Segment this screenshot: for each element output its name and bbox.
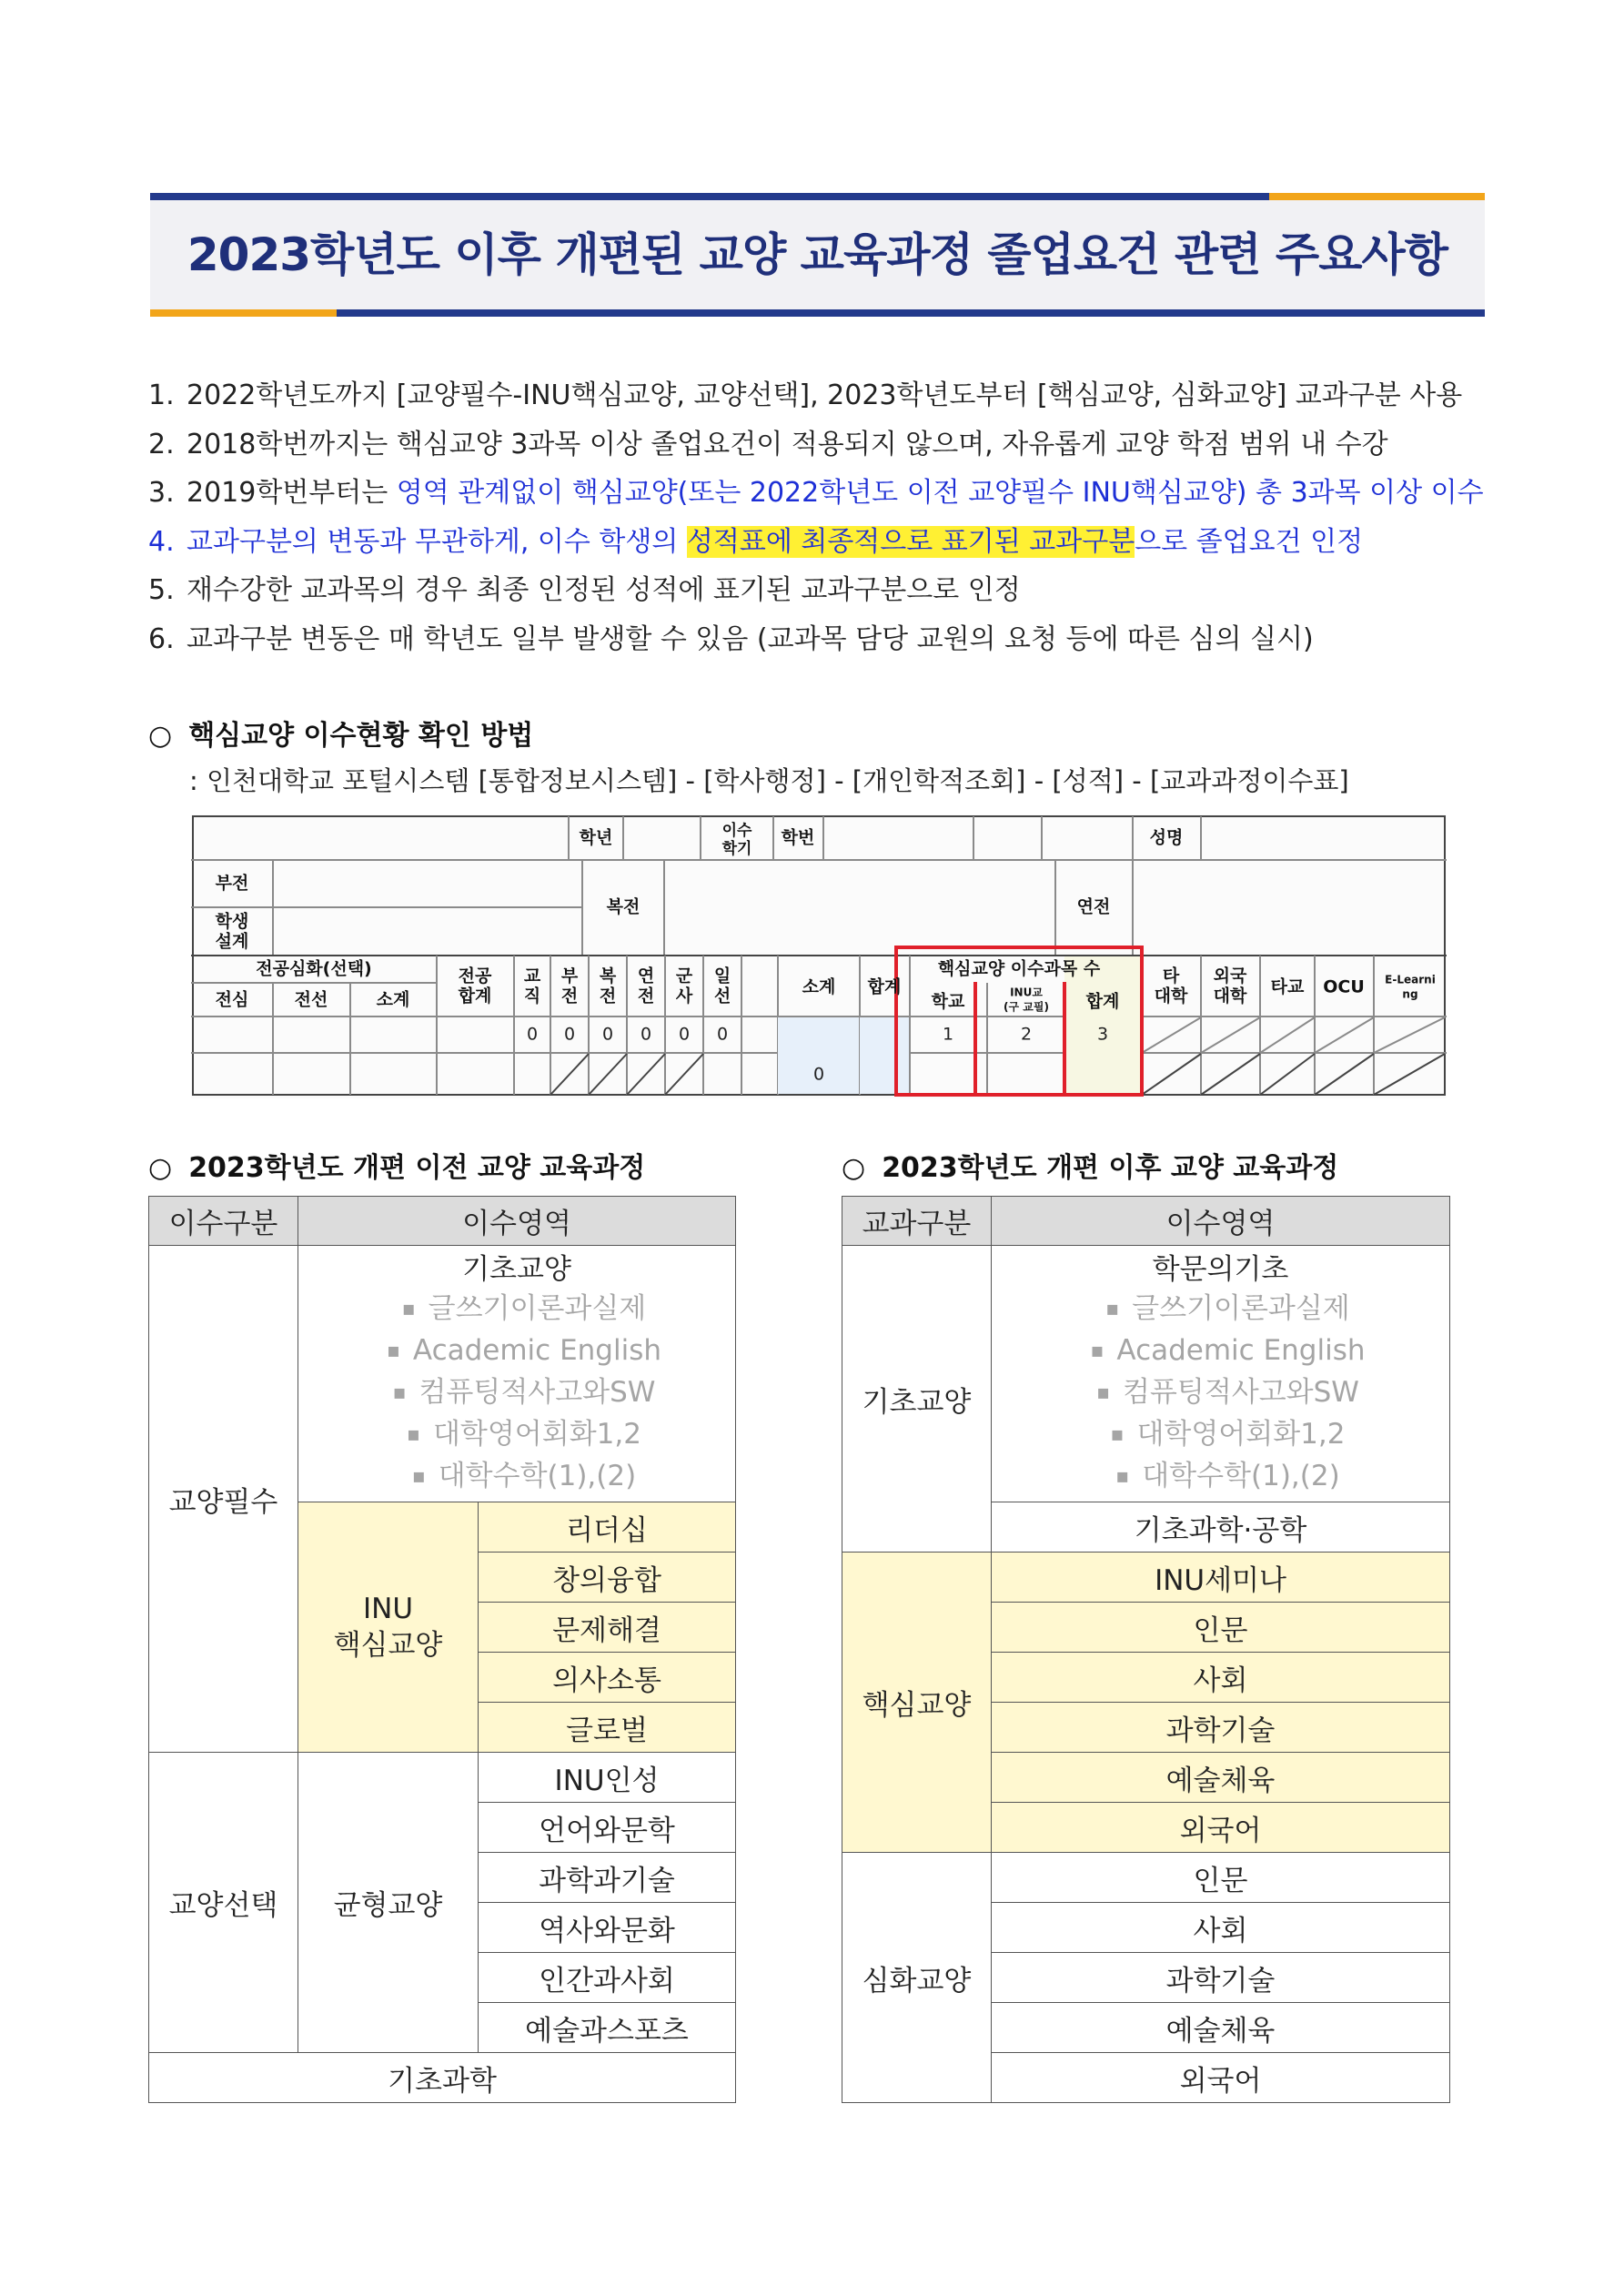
method-heading [148, 713, 533, 753]
list-item: ▪ 컴퓨팅적사고와SW [1006, 1373, 1449, 1415]
list-item: ▪ 컴퓨팅적사고와SW [313, 1373, 735, 1415]
old-curriculum-heading-text: 2023학년도 개편 이전 교양 교육과정 [188, 1152, 646, 1184]
core-area-cell: 문제해결 [479, 1603, 736, 1653]
item-number: 5. [148, 574, 175, 606]
label-core-total: 합계 [1085, 991, 1120, 1012]
core-area-cell: 리더십 [479, 1502, 736, 1553]
list-item: ▪ 글쓰기이론과실제 [1006, 1290, 1449, 1331]
balanced-area-cell: INU인성 [479, 1753, 736, 1803]
core-area-cell: 외국어 [992, 1803, 1450, 1853]
label-inu-old: INU교 [1010, 986, 1043, 999]
category-required: 교양필수 [149, 1246, 298, 1753]
core-area-cell: 사회 [992, 1653, 1450, 1703]
balanced-area-cell: 예술과스포츠 [479, 2003, 736, 2053]
basic-education-cell [992, 1246, 1450, 1502]
balanced-area-cell: 인간과사회 [479, 1953, 736, 2003]
item-text: 재수강한 교과목의 경우 최종 인정된 성적에 표기된 교과구분으로 인정 [187, 574, 1021, 606]
list-item [148, 518, 1495, 567]
core-area-cell: 창의융합 [479, 1553, 736, 1603]
label-student-no: 학번 [781, 827, 815, 848]
item-text: 교과구분의 변동과 무관하게, 이수 학생의 [187, 525, 687, 558]
title-rule-top-blue [150, 193, 1269, 200]
method-path: : 인천대학교 포털시스템 [통합정보시스템] - [학사행정] - [개인학적조회] - [성적] - [교과과정이수표] [189, 765, 1349, 796]
col-header-category: 이수구분 [149, 1197, 298, 1246]
item-number: 3. [148, 477, 175, 509]
new-curriculum-table [842, 1196, 1450, 2103]
list-item: ▪ 대학수학(1),(2) [313, 1457, 735, 1499]
title-rule-bottom-blue [337, 309, 1485, 317]
label-design: 학생 [215, 911, 249, 932]
list-item [148, 615, 1495, 664]
label-yeonjeon-2: 전 [637, 986, 655, 1006]
list-item: ▪ Academic English [1006, 1331, 1449, 1373]
core-count-inu: 2 [1020, 1024, 1033, 1045]
label-foreign-univ-2: 대학 [1213, 986, 1247, 1006]
item-number: 4. [148, 525, 175, 558]
label-design-2: 설계 [215, 931, 249, 952]
circle-bullet-icon: ○ [842, 1152, 866, 1184]
category-advanced: 심화교양 [842, 1853, 992, 2103]
list-item [148, 420, 1495, 470]
core-area-cell: 예술체육 [992, 1753, 1450, 1803]
advanced-area-cell: 예술체육 [992, 2003, 1450, 2053]
basic-course-list [992, 1290, 1449, 1499]
item-text: 2019학번부터는 [187, 477, 397, 509]
label-gunsa: 군 [675, 966, 693, 986]
label-major-total-2: 합계 [458, 986, 492, 1006]
circle-bullet-icon: ○ [148, 720, 173, 752]
label-jeonsim: 전심 [215, 989, 249, 1010]
item-text: 2022학년도까지 [교양필수-INU핵심교양, 교양선택], 2023학년도부터 [핵심교양, 심화교양] 교과구분 사용 [187, 379, 1463, 411]
label-school: 학교 [931, 991, 965, 1012]
label-linked: 연전 [1076, 896, 1111, 917]
title-rule-bottom-orange [150, 309, 337, 317]
label-yeonjeon: 연 [637, 966, 655, 986]
list-item: ▪ 대학영어회화1,2 [313, 1415, 735, 1457]
core-area-cell: 과학기술 [992, 1703, 1450, 1753]
label-bujeon: 부 [560, 966, 579, 986]
page-title: 2023학년도 이후 개편된 교양 교육과정 졸업요건 관련 주요사항 [187, 228, 1448, 281]
item-number: 6. [148, 622, 175, 655]
label-minor: 부전 [215, 873, 249, 894]
label-other-univ: 타 [1162, 966, 1180, 986]
col-header-category: 교과구분 [842, 1197, 992, 1246]
label-ilseon: 일 [713, 966, 731, 986]
core-count-total: 3 [1096, 1024, 1109, 1045]
basic-sci-eng-cell: 기초과학·공학 [992, 1502, 1450, 1553]
label-total: 합계 [867, 976, 902, 997]
zero-value: 0 [563, 1024, 576, 1045]
advanced-area-cell: 인문 [992, 1853, 1450, 1903]
label-elearning: E-Learni [1385, 973, 1436, 986]
advanced-area-cell: 외국어 [992, 2053, 1450, 2103]
title-rule-top-orange [1269, 193, 1485, 200]
zero-value: 0 [640, 1024, 652, 1045]
list-item [148, 371, 1495, 420]
advanced-area-cell: 과학기술 [992, 1953, 1450, 2003]
requirements-list [148, 371, 1495, 663]
item-number: 2. [148, 428, 175, 460]
label-sogye: 소계 [802, 976, 836, 997]
label-semester: 이수 [721, 822, 752, 840]
item-text-emphasis: 영역 관계없이 핵심교양(또는 2022학년도 이전 교양필수 INU핵심교양) 총 3과목 이상 이수 [396, 477, 1484, 509]
category-basic: 기초교양 [842, 1246, 992, 1553]
zero-value: 0 [601, 1024, 614, 1045]
item-text-highlight: 성적표에 최종적으로 표기된 교과구분 [686, 525, 1135, 558]
label-elearning-2: ng [1402, 987, 1418, 1001]
new-curriculum-heading-text: 2023학년도 개편 이후 교양 교육과정 [882, 1152, 1339, 1184]
method-heading-text: 핵심교양 이수현황 확인 방법 [188, 720, 534, 752]
label-foreign-univ: 외국 [1213, 966, 1247, 986]
new-curriculum-heading [842, 1145, 1338, 1185]
basic-education-title: 기초교양 [462, 1252, 571, 1286]
basic-course-list [298, 1290, 735, 1499]
label-ilseon-2: 선 [713, 986, 731, 1006]
label-name: 성명 [1149, 827, 1184, 848]
label-grade: 학년 [579, 827, 613, 848]
label-inu-old-2: (구 교필) [1004, 1000, 1049, 1014]
zero-value: 0 [678, 1024, 691, 1045]
list-item [148, 469, 1495, 518]
sogye-value: 0 [812, 1064, 825, 1085]
transcript-screenshot [191, 814, 1447, 1098]
list-item: ▪ 글쓰기이론과실제 [313, 1290, 735, 1331]
inu-core-label: INU 핵심교양 [298, 1502, 479, 1753]
zero-value: 0 [526, 1024, 539, 1045]
label-major-total: 전공 [458, 966, 492, 986]
basic-education-cell [298, 1246, 736, 1502]
basic-science-cell: 기초과학 [149, 2053, 736, 2103]
label-subtotal: 소계 [376, 989, 410, 1010]
balanced-area-cell: 과학과기술 [479, 1853, 736, 1903]
col-header-area: 이수영역 [992, 1197, 1450, 1246]
list-item: ▪ 대학영어회화1,2 [1006, 1415, 1449, 1457]
label-gunsa-2: 사 [675, 986, 693, 1006]
label-bokjeon: 복 [599, 966, 617, 986]
old-curriculum-table [148, 1196, 736, 2103]
core-area-cell: INU세미나 [992, 1553, 1450, 1603]
advanced-area-cell: 사회 [992, 1903, 1450, 1953]
list-item [148, 566, 1495, 615]
label-bokjeon-2: 전 [599, 986, 617, 1006]
list-item: ▪ Academic English [313, 1331, 735, 1373]
balanced-area-cell: 언어와문학 [479, 1803, 736, 1853]
core-area-cell: 의사소통 [479, 1653, 736, 1703]
label-bujeon-2: 전 [560, 986, 579, 1006]
balanced-education-label: 균형교양 [298, 1753, 479, 2053]
balanced-area-cell: 역사와문화 [479, 1903, 736, 1953]
label-gyojik: 교 [523, 966, 541, 986]
core-area-cell: 글로벌 [479, 1703, 736, 1753]
old-curriculum-heading [148, 1145, 645, 1185]
label-ocu: OCU [1323, 976, 1365, 997]
item-text: 교과구분 변동은 매 학년도 일부 발생할 수 있음 (교과목 담당 교원의 요청 등에 따른 심의 실시) [187, 622, 1314, 655]
zero-value: 0 [716, 1024, 729, 1045]
core-count-school: 1 [942, 1024, 954, 1045]
basic-education-title: 학문의기초 [1152, 1252, 1289, 1286]
core-area-cell: 인문 [992, 1603, 1450, 1653]
col-header-area: 이수영역 [298, 1197, 736, 1246]
label-gyojik-2: 직 [523, 986, 541, 1006]
category-core: 핵심교양 [842, 1553, 992, 1853]
item-number: 1. [148, 379, 175, 411]
transcript-grid [191, 814, 1447, 1098]
label-other-univ-2: 대학 [1154, 986, 1188, 1006]
label-tagyo: 타교 [1270, 976, 1305, 997]
label-jeonseon: 전선 [294, 989, 328, 1010]
item-text: 으로 졸업요건 인정 [1135, 525, 1364, 558]
label-major-adv: 전공심화(선택) [256, 958, 372, 979]
label-semester-2: 학기 [721, 840, 752, 858]
list-item: ▪ 대학수학(1),(2) [1006, 1457, 1449, 1499]
label-double-major: 복전 [606, 896, 641, 917]
label-core-group: 핵심교양 이수과목 수 [937, 958, 1101, 979]
category-elective: 교양선택 [149, 1753, 298, 2053]
circle-bullet-icon: ○ [148, 1152, 173, 1184]
item-text: 2018학번까지는 핵심교양 3과목 이상 졸업요건이 적용되지 않으며, 자유롭게 교양 학점 범위 내 수강 [187, 428, 1388, 460]
